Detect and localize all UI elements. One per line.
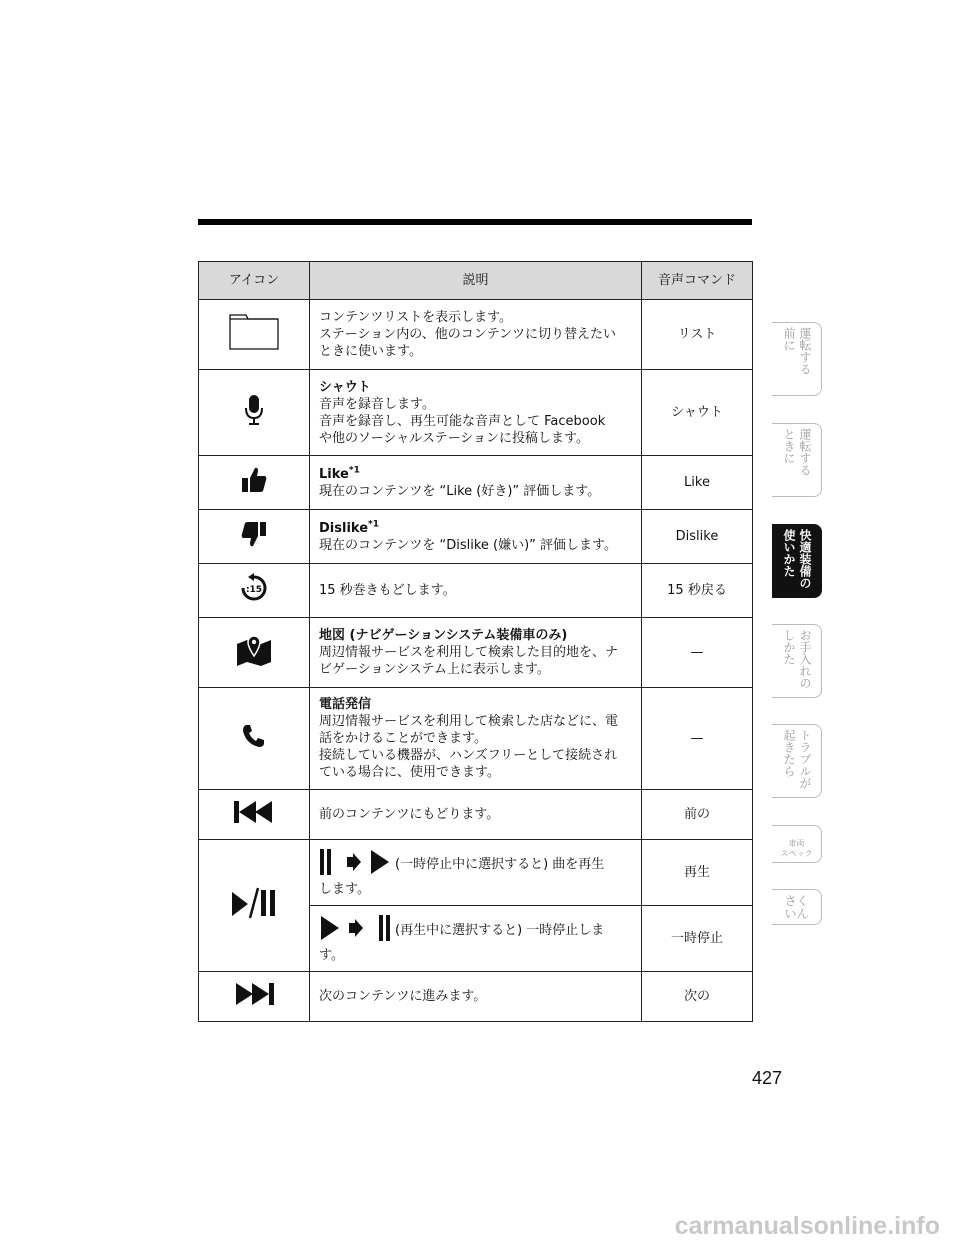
thumbs-up-icon — [199, 456, 310, 510]
skip-previous-icon — [199, 790, 310, 840]
dislike-description: Dislike$^{*1}$ 現在のコンテンツを “Dislike (嫌い)” 評価します。 — [310, 510, 642, 564]
rewind-15-icon — [199, 564, 310, 618]
header-voice-command: 音声コマンド — [642, 262, 753, 300]
play-to-pause-icon — [319, 914, 391, 947]
page-number: 427 — [752, 1068, 783, 1088]
list-description: コンテンツリストを表示します。 ステーション内の、他のコンテンツに切り替えたい ときに使います。 — [310, 300, 642, 370]
phone-command: — — [642, 688, 753, 790]
pause-command: 一時停止 — [642, 906, 753, 972]
feature-table — [198, 261, 753, 1022]
table-row — [199, 618, 753, 688]
table-row — [199, 790, 753, 840]
like-command: Like — [642, 456, 753, 510]
pause-to-play-icon — [319, 848, 391, 881]
tab-index[interactable]: さく いん — [772, 889, 822, 925]
map-command: — — [642, 618, 753, 688]
header-description: 説明 — [310, 262, 642, 300]
shout-description: シャウト 音声を録音します。 音声を録音し、再生可能な音声として Facebook や他のソーシャルステーションに投稿します。 — [310, 370, 642, 456]
tab-comfort-features[interactable]: 快適装備の 使いかた — [772, 524, 822, 598]
next-description: 次のコンテンツに進みます。 — [310, 972, 642, 1022]
tab-maintenance[interactable]: お手入れの しかた — [772, 624, 822, 698]
folder-icon — [199, 300, 310, 370]
phone-description: 電話発信 周辺情報サービスを利用して検索した店などに、電 話をかけることができます。 接続している機器が、ハンズフリーとして接続され ている場合に、使用できます。 — [310, 688, 642, 790]
table-row — [199, 370, 753, 456]
play-description: (一時停止中に選択すると) 曲を再生 します。 — [310, 840, 642, 906]
shout-command: シャウト — [642, 370, 753, 456]
table-row — [199, 840, 753, 906]
table-row — [199, 300, 753, 370]
skip-next-icon — [199, 972, 310, 1022]
phone-icon — [199, 688, 310, 790]
svg-text::15: :15 — [245, 585, 263, 595]
table-row — [199, 456, 753, 510]
next-command: 次の — [642, 972, 753, 1022]
map-pin-icon — [199, 618, 310, 688]
rewind-description: 15 秒巻きもどします。 — [310, 564, 642, 618]
tab-troubles[interactable]: トラブルが 起きたら — [772, 724, 822, 798]
table-row — [199, 688, 753, 790]
pause-description: (再生中に選択すると) 一時停止しま す。 — [310, 906, 642, 972]
table-header-row — [199, 262, 753, 300]
previous-command: 前の — [642, 790, 753, 840]
table-row — [199, 510, 753, 564]
play-command: 再生 — [642, 840, 753, 906]
list-command: リスト — [642, 300, 753, 370]
dislike-command: Dislike — [642, 510, 753, 564]
tab-while-driving[interactable]: 運転する ときに — [772, 423, 822, 497]
tab-before-driving[interactable]: 運転する 前に — [772, 322, 822, 396]
header-icon: アイコン — [199, 262, 310, 300]
tab-specifications[interactable]: 車両 スペック — [772, 825, 822, 863]
map-description: 地図 (ナビゲーションシステム装備車のみ) 周辺情報サービスを利用して検索した目的地を、ナ ビゲーションシステム上に表示します。 — [310, 618, 642, 688]
thumbs-down-icon — [199, 510, 310, 564]
previous-description: 前のコンテンツにもどります。 — [310, 790, 642, 840]
top-rule — [198, 219, 752, 225]
table-row — [199, 564, 753, 618]
watermark: carmanualsonline.info — [674, 1212, 940, 1240]
like-description: Like$^{*1}$ 現在のコンテンツを “Like (好き)” 評価します。 — [310, 456, 642, 510]
rewind-command: 15 秒戻る — [642, 564, 753, 618]
microphone-icon — [199, 370, 310, 456]
table-row — [199, 972, 753, 1022]
play-pause-icon — [199, 840, 310, 972]
